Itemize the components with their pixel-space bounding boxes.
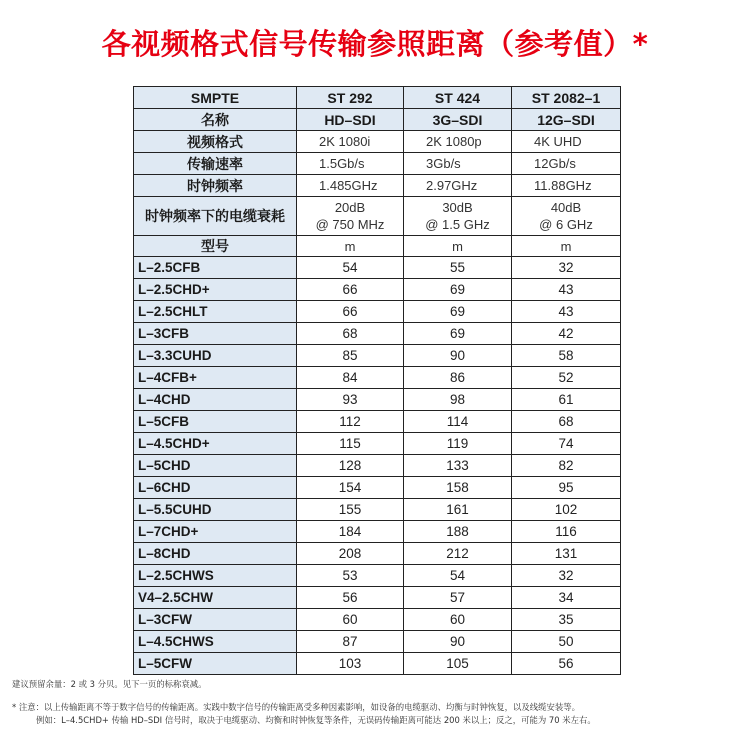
clock-value: 2.97GHz <box>404 175 512 197</box>
cable-model: L–3CFB <box>134 323 297 345</box>
loss-db: 20dB <box>334 200 366 215</box>
cable-model: V4–2.5CHW <box>134 587 297 609</box>
distance-value: 69 <box>404 279 512 301</box>
distance-value: 60 <box>297 609 404 631</box>
table-row <box>134 609 621 631</box>
distance-value: 32 <box>512 565 621 587</box>
cable-model: L–6CHD <box>134 477 297 499</box>
distance-value: 102 <box>512 499 621 521</box>
distance-value: 86 <box>404 367 512 389</box>
distance-value: 105 <box>404 653 512 675</box>
distance-value: 95 <box>512 477 621 499</box>
standard-header: ST 2082–1 <box>512 87 621 109</box>
header-row-name <box>134 109 621 131</box>
loss-frequency: @ 750 MHz <box>315 217 385 232</box>
distance-value: 112 <box>297 411 404 433</box>
header-row-model <box>134 236 621 257</box>
distance-value: 35 <box>512 609 621 631</box>
unit-label: m <box>404 236 512 257</box>
distance-value: 128 <box>297 455 404 477</box>
signal-name: HD–SDI <box>297 109 404 131</box>
distance-value: 90 <box>404 631 512 653</box>
header-row-rate <box>134 153 621 175</box>
cable-model: L–5CFB <box>134 411 297 433</box>
loss-value <box>404 197 512 236</box>
distance-value: 55 <box>404 257 512 279</box>
distance-value: 208 <box>297 543 404 565</box>
distance-value: 154 <box>297 477 404 499</box>
distance-value: 68 <box>297 323 404 345</box>
distance-value: 114 <box>404 411 512 433</box>
cable-model: L–8CHD <box>134 543 297 565</box>
distance-value: 116 <box>512 521 621 543</box>
table-row <box>134 301 621 323</box>
distance-value: 188 <box>404 521 512 543</box>
distance-value: 54 <box>297 257 404 279</box>
distance-value: 184 <box>297 521 404 543</box>
asterisk-note: * 注意：以上传输距离不等于数字信号的传输距离。实践中数字信号的传输距离受多种因素影响，如设备的电缆驱动、均衡与时钟恢复，以及线缆安装等。 <box>12 702 580 712</box>
distance-value: 61 <box>512 389 621 411</box>
distance-value: 155 <box>297 499 404 521</box>
table-row <box>134 433 621 455</box>
cable-model: L–7CHD+ <box>134 521 297 543</box>
cable-model: L–2.5CHD+ <box>134 279 297 301</box>
page-title: 各视频格式信号传输参照距离（参考值）* <box>101 27 649 61</box>
transmission-distance-table <box>133 86 621 675</box>
table-row <box>134 389 621 411</box>
margin-note: 建议预留余量：2 或 3 分贝。见下一页的标称衰减。 <box>12 679 207 689</box>
table-row <box>134 499 621 521</box>
table-row <box>134 477 621 499</box>
signal-name: 3G–SDI <box>404 109 512 131</box>
distance-value: 54 <box>404 565 512 587</box>
distance-value: 43 <box>512 301 621 323</box>
rate-value: 1.5Gb/s <box>297 153 404 175</box>
table-row <box>134 279 621 301</box>
format-value: 4K UHD <box>512 131 621 153</box>
cable-model: L–5CFW <box>134 653 297 675</box>
distance-value: 133 <box>404 455 512 477</box>
table-row <box>134 345 621 367</box>
distance-value: 66 <box>297 279 404 301</box>
distance-value: 68 <box>512 411 621 433</box>
loss-value <box>297 197 404 236</box>
distance-value: 82 <box>512 455 621 477</box>
loss-value <box>512 197 621 236</box>
distance-value: 87 <box>297 631 404 653</box>
header-row-smpte <box>134 87 621 109</box>
cable-model: L–3.3CUHD <box>134 345 297 367</box>
header-row-loss <box>134 197 621 236</box>
distance-value: 90 <box>404 345 512 367</box>
unit-label: m <box>512 236 621 257</box>
clock-value: 1.485GHz <box>297 175 404 197</box>
cable-model: L–4CHD <box>134 389 297 411</box>
rate-label: 传输速率 <box>134 153 297 175</box>
table-row <box>134 411 621 433</box>
clock-value: 11.88GHz <box>512 175 621 197</box>
table-row <box>134 367 621 389</box>
name-label: 名称 <box>134 109 297 131</box>
distance-value: 42 <box>512 323 621 345</box>
distance-value: 115 <box>297 433 404 455</box>
distance-value: 52 <box>512 367 621 389</box>
distance-value: 93 <box>297 389 404 411</box>
cable-model: L–4.5CHWS <box>134 631 297 653</box>
distance-value: 34 <box>512 587 621 609</box>
cable-model: L–5.5CUHD <box>134 499 297 521</box>
header-row-clock <box>134 175 621 197</box>
distance-value: 131 <box>512 543 621 565</box>
standard-header: ST 292 <box>297 87 404 109</box>
loss-db: 40dB <box>550 200 582 215</box>
distance-value: 43 <box>512 279 621 301</box>
distance-value: 69 <box>404 323 512 345</box>
cable-model: L–4.5CHD+ <box>134 433 297 455</box>
table-row <box>134 455 621 477</box>
table-row <box>134 521 621 543</box>
distance-value: 56 <box>512 653 621 675</box>
distance-value: 98 <box>404 389 512 411</box>
distance-value: 212 <box>404 543 512 565</box>
table-row <box>134 587 621 609</box>
loss-db: 30dB <box>442 200 473 215</box>
model-label: 型号 <box>134 236 297 257</box>
table-row <box>134 323 621 345</box>
header-row-format <box>134 131 621 153</box>
distance-value: 74 <box>512 433 621 455</box>
distance-value: 53 <box>297 565 404 587</box>
table-row <box>134 543 621 565</box>
distance-value: 69 <box>404 301 512 323</box>
format-value: 2K 1080i <box>297 131 404 153</box>
table-row <box>134 257 621 279</box>
loss-label: 时钟频率下的电缆衰耗 <box>134 197 297 236</box>
cable-model: L–2.5CHWS <box>134 565 297 587</box>
loss-frequency: @ 6 GHz <box>539 217 593 232</box>
signal-name: 12G–SDI <box>512 109 621 131</box>
rate-value: 12Gb/s <box>512 153 621 175</box>
distance-value: 158 <box>404 477 512 499</box>
example-note: 例如：L–4.5CHD+ 传输 HD–SDI 信号时，取决于电缆驱动、均衡和时钟恢复等条件，无误码传输距离可能达 200 米以上；反之，可能为 70 米左右。 <box>36 715 596 725</box>
distance-value: 85 <box>297 345 404 367</box>
distance-value: 66 <box>297 301 404 323</box>
format-value: 2K 1080p <box>404 131 512 153</box>
distance-value: 32 <box>512 257 621 279</box>
unit-label: m <box>297 236 404 257</box>
distance-value: 161 <box>404 499 512 521</box>
distance-value: 119 <box>404 433 512 455</box>
table-row <box>134 631 621 653</box>
table-row <box>134 653 621 675</box>
distance-value: 84 <box>297 367 404 389</box>
cable-model: L–2.5CFB <box>134 257 297 279</box>
cable-model: L–2.5CHLT <box>134 301 297 323</box>
table-row <box>134 565 621 587</box>
distance-value: 103 <box>297 653 404 675</box>
cable-model: L–4CFB+ <box>134 367 297 389</box>
smpte-label: SMPTE <box>134 87 297 109</box>
standard-header: ST 424 <box>404 87 512 109</box>
cable-model: L–3CFW <box>134 609 297 631</box>
distance-value: 50 <box>512 631 621 653</box>
distance-value: 57 <box>404 587 512 609</box>
distance-value: 58 <box>512 345 621 367</box>
cable-rows <box>134 257 621 675</box>
cable-model: L–5CHD <box>134 455 297 477</box>
loss-frequency: @ 1.5 GHz <box>425 217 490 232</box>
rate-value: 3Gb/s <box>404 153 512 175</box>
distance-value: 56 <box>297 587 404 609</box>
distance-value: 60 <box>404 609 512 631</box>
format-label: 视频格式 <box>134 131 297 153</box>
clock-label: 时钟频率 <box>134 175 297 197</box>
